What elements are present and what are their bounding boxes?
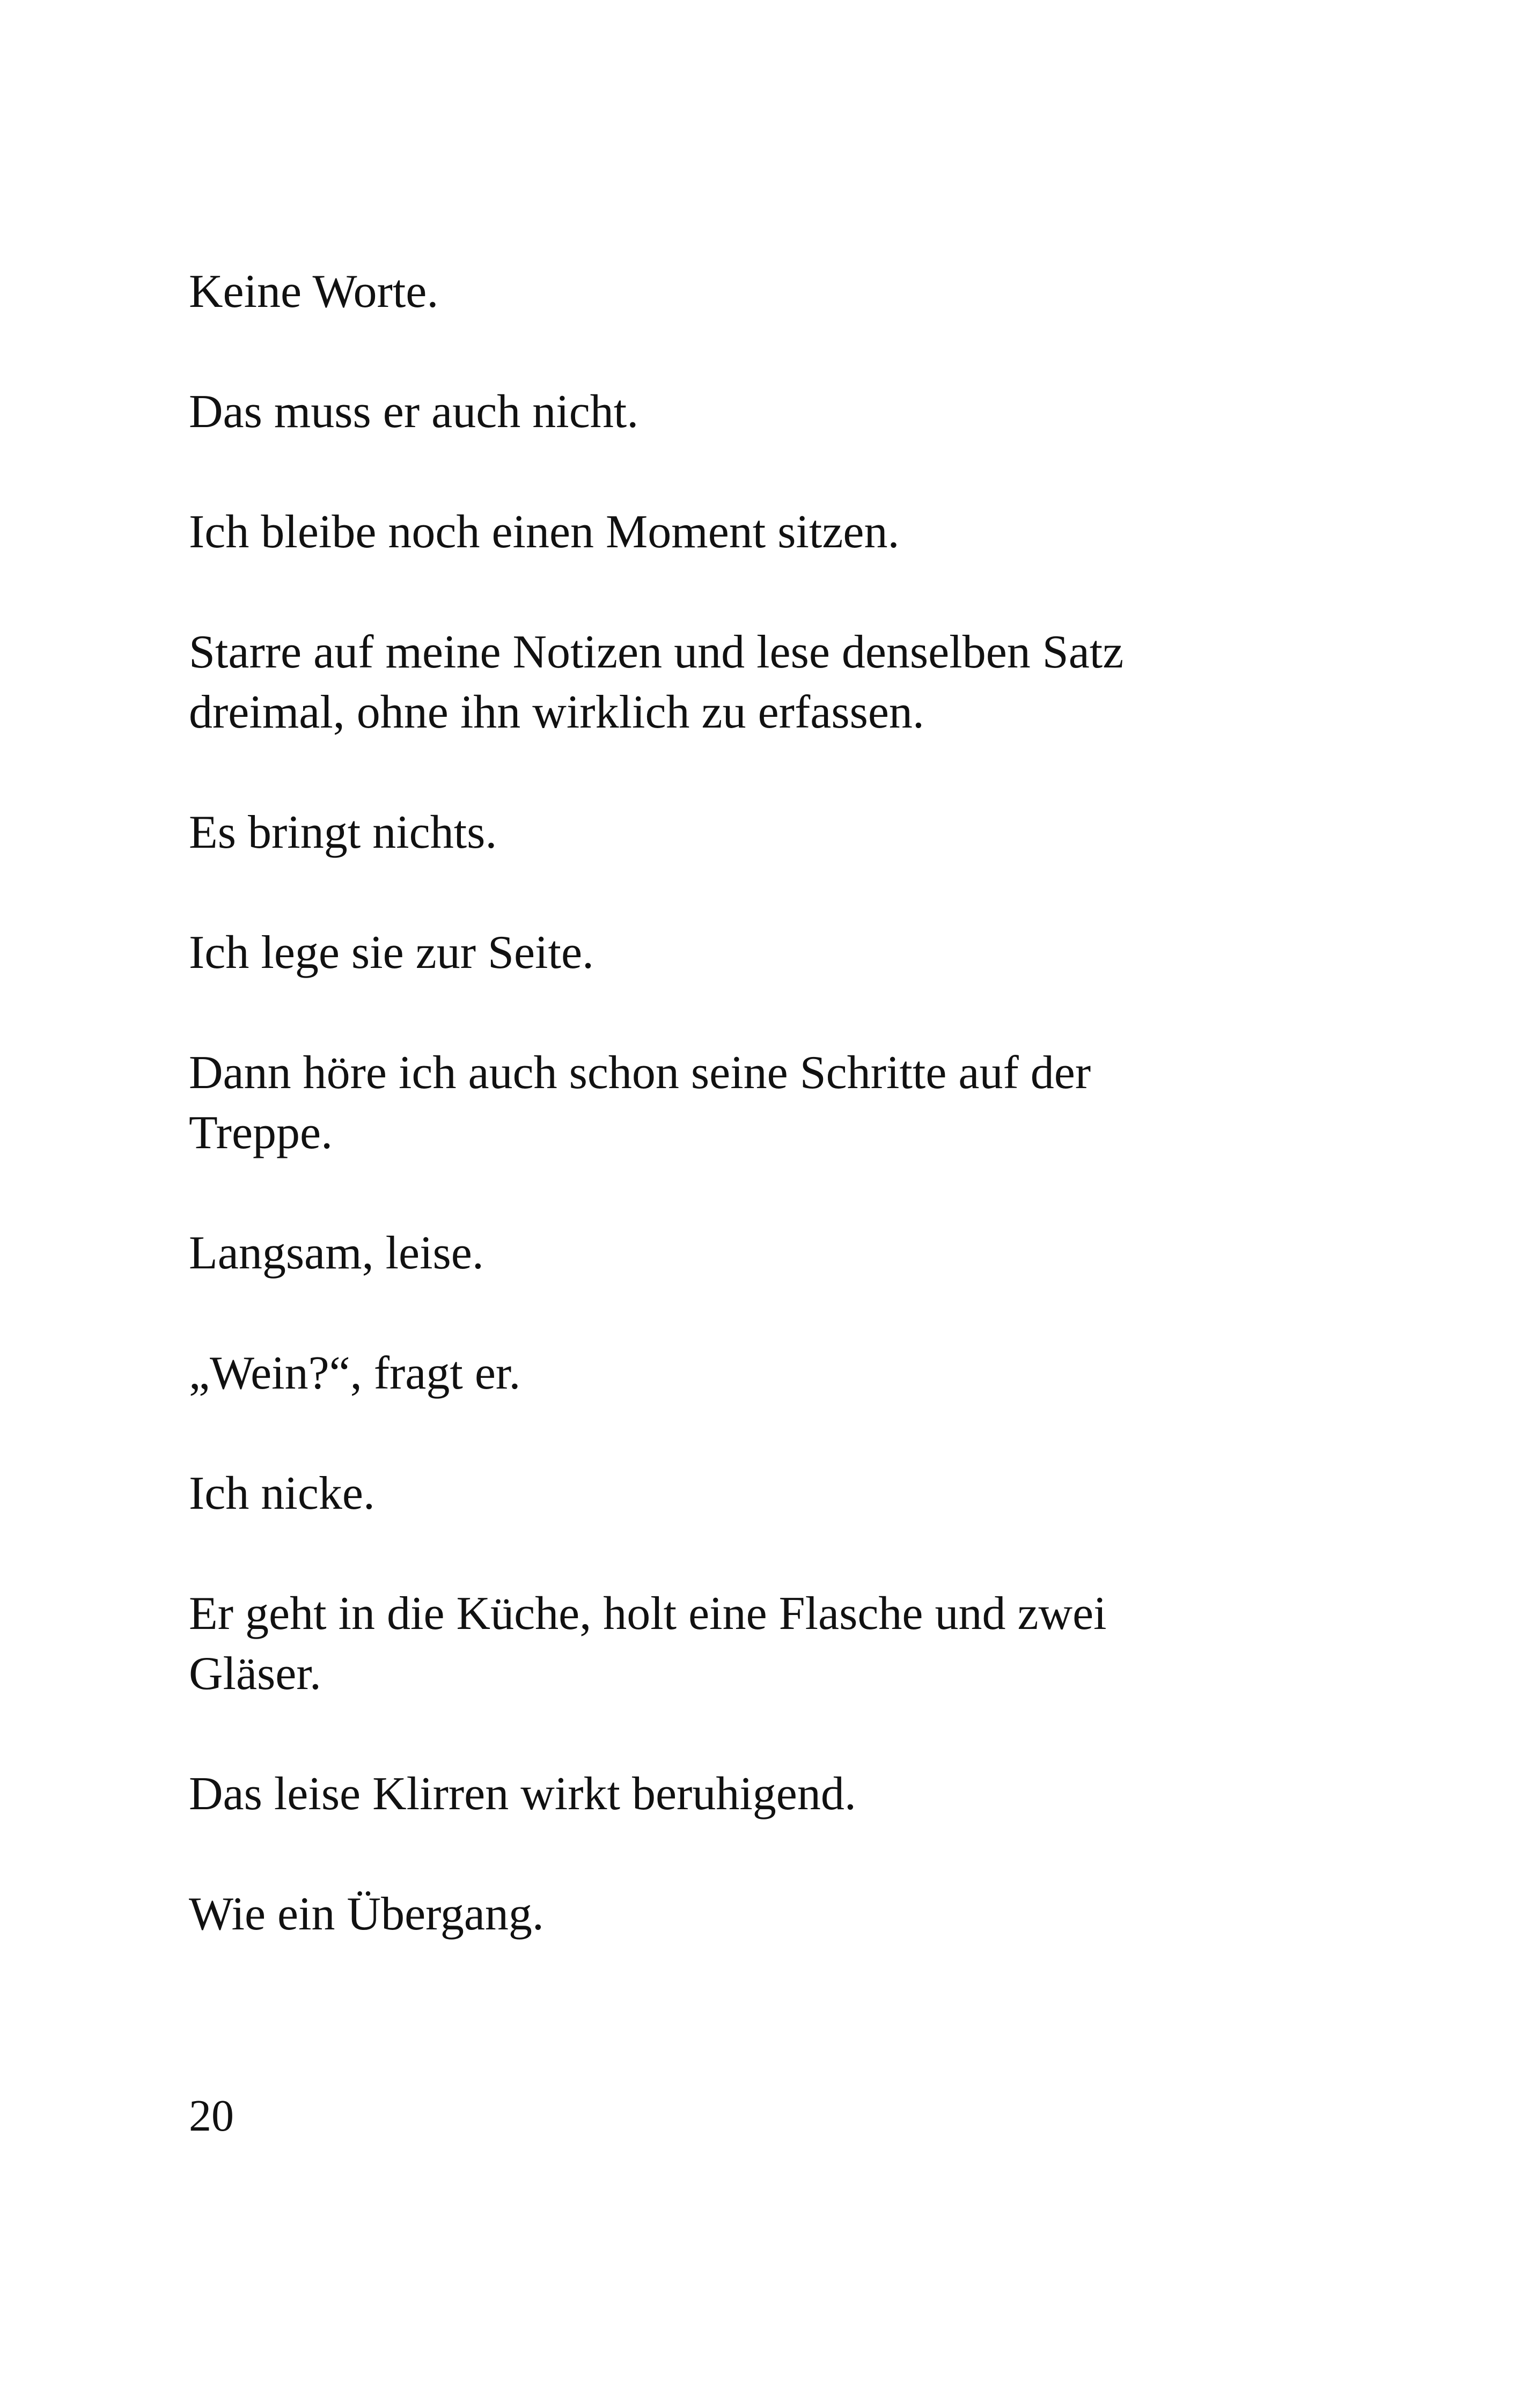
paragraph-3: Ich bleibe noch einen Moment sitzen. (189, 506, 900, 558)
paragraph-4: Starre auf meine Notizen und lese denselben Satz dreimal, ohne ihn wirklich zu erfassen. (189, 626, 1124, 738)
paragraph-8: Langsam, leise. (189, 1227, 484, 1279)
paragraph-6: Ich lege sie zur Seite. (189, 927, 594, 979)
paragraph-12: Das leise Klirren wirkt beruhigend. (189, 1768, 856, 1820)
page-body-text (189, 262, 1240, 2005)
paragraph-13: Wie ein Übergang. (189, 1888, 544, 1940)
page-number: 20 (189, 2091, 234, 2141)
paragraph-1: Keine Worte. (189, 266, 439, 318)
paragraph-10: Ich nicke. (189, 1467, 375, 1519)
paragraph-2: Das muss er auch nicht. (189, 386, 639, 438)
paragraph-9: „Wein?“, fragt er. (189, 1347, 521, 1399)
paragraph-5: Es bringt nichts. (189, 806, 497, 858)
paragraph-11: Er geht in die Küche, holt eine Flasche und zwei Gläser. (189, 1588, 1107, 1700)
paragraph-7: Dann höre ich auch schon seine Schritte auf der Treppe. (189, 1047, 1091, 1159)
